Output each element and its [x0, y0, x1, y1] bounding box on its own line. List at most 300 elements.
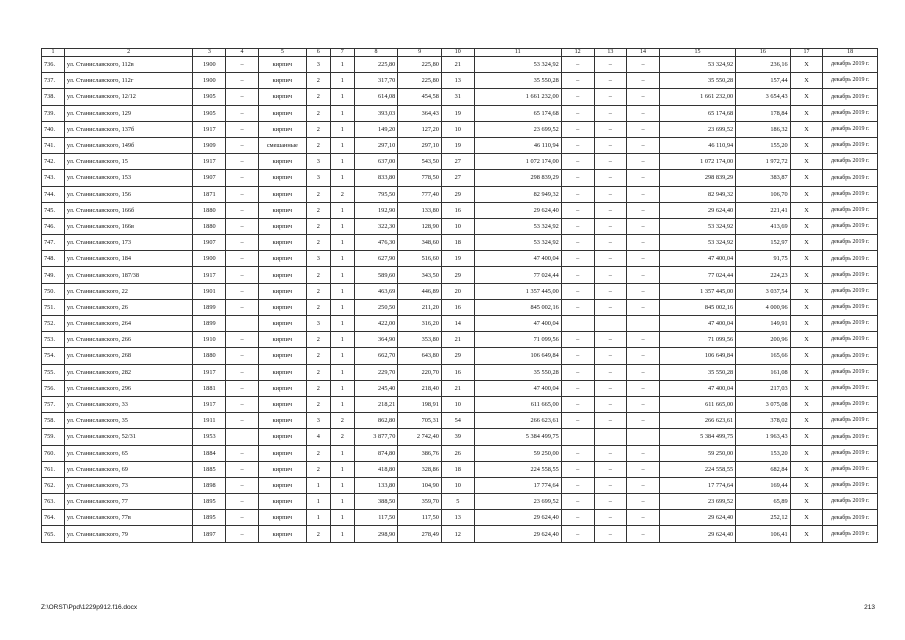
- year-cell: 1895: [193, 510, 226, 526]
- unit-cost-cell: 378,02: [736, 413, 790, 429]
- col13-cell: –: [594, 73, 627, 89]
- unit-cost-cell: 1 963,43: [736, 429, 790, 445]
- total-area-cell: 614,08: [354, 89, 398, 105]
- unit-cost-cell: 236,16: [736, 57, 790, 73]
- column-header-10: 10: [441, 49, 474, 57]
- material-cell: кирпич: [258, 105, 306, 121]
- floors-cell: 2: [306, 137, 330, 153]
- cost-cell: 29 624,40: [474, 526, 561, 542]
- col14-cell: –: [627, 186, 660, 202]
- entrances-cell: 1: [330, 154, 354, 170]
- material-cell: кирпич: [258, 510, 306, 526]
- deadline-cell: декабрь 2019 г.: [823, 186, 878, 202]
- total-area-cell: 833,80: [354, 170, 398, 186]
- row-number: 761.: [42, 461, 65, 477]
- total-area-cell: 149,20: [354, 121, 398, 137]
- residents-cell: 14: [441, 316, 474, 332]
- col13-cell: –: [594, 267, 627, 283]
- entrances-cell: 1: [330, 121, 354, 137]
- col12-cell: –: [561, 137, 594, 153]
- total-area-cell: 388,50: [354, 494, 398, 510]
- year-cell: 1880: [193, 218, 226, 234]
- floors-cell: 2: [306, 235, 330, 251]
- living-area-cell: 516,60: [398, 251, 442, 267]
- column-header-5: 5: [258, 49, 306, 57]
- total-cost-cell: 47 400,04: [659, 380, 735, 396]
- column-header-13: 13: [594, 49, 627, 57]
- col12-cell: –: [561, 283, 594, 299]
- col13-cell: –: [594, 380, 627, 396]
- col12-cell: –: [561, 57, 594, 73]
- residents-cell: 29: [441, 186, 474, 202]
- entrances-cell: 1: [330, 137, 354, 153]
- total-cost-cell: 23 699,52: [659, 121, 735, 137]
- col13-cell: –: [594, 396, 627, 412]
- row-number: 757.: [42, 396, 65, 412]
- col4-cell: –: [226, 380, 259, 396]
- deadline-cell: декабрь 2019 г.: [823, 461, 878, 477]
- cost-cell: 845 002,16: [474, 299, 561, 315]
- total-area-cell: 627,90: [354, 251, 398, 267]
- table-row: [42, 348, 878, 364]
- year-cell: 1907: [193, 170, 226, 186]
- row-number: 764.: [42, 510, 65, 526]
- deadline-cell: декабрь 2019 г.: [823, 57, 878, 73]
- deadline-cell: декабрь 2019 г.: [823, 299, 878, 315]
- col4-cell: –: [226, 154, 259, 170]
- residents-cell: 13: [441, 73, 474, 89]
- address-cell: ул. Станиславского, 173: [64, 235, 193, 251]
- col12-cell: –: [561, 348, 594, 364]
- col13-cell: –: [594, 348, 627, 364]
- floors-cell: 1: [306, 477, 330, 493]
- total-area-cell: 133,80: [354, 477, 398, 493]
- col14-cell: –: [627, 251, 660, 267]
- table-row: [42, 121, 878, 137]
- table-row: [42, 186, 878, 202]
- residents-cell: 29: [441, 348, 474, 364]
- col4-cell: –: [226, 57, 259, 73]
- deadline-cell: декабрь 2019 г.: [823, 170, 878, 186]
- total-area-cell: 322,30: [354, 218, 398, 234]
- col17-cell: Х: [790, 413, 823, 429]
- row-number: 755.: [42, 364, 65, 380]
- deadline-cell: декабрь 2019 г.: [823, 477, 878, 493]
- year-cell: 1917: [193, 267, 226, 283]
- col12-cell: –: [561, 202, 594, 218]
- floors-cell: 2: [306, 73, 330, 89]
- total-cost-cell: 1 357 445,00: [659, 283, 735, 299]
- table-row: [42, 283, 878, 299]
- deadline-cell: декабрь 2019 г.: [823, 348, 878, 364]
- cost-cell: 53 324,92: [474, 218, 561, 234]
- floors-cell: 2: [306, 364, 330, 380]
- table-row: [42, 526, 878, 542]
- col13-cell: –: [594, 494, 627, 510]
- living-area-cell: 104,90: [398, 477, 442, 493]
- col17-cell: Х: [790, 380, 823, 396]
- table-row: [42, 57, 878, 73]
- entrances-cell: 1: [330, 218, 354, 234]
- entrances-cell: 1: [330, 396, 354, 412]
- year-cell: 1881: [193, 380, 226, 396]
- living-area-cell: 446,89: [398, 283, 442, 299]
- col17-cell: Х: [790, 170, 823, 186]
- floors-cell: 2: [306, 202, 330, 218]
- row-number: 760.: [42, 445, 65, 461]
- residents-cell: 16: [441, 364, 474, 380]
- total-cost-cell: 59 250,00: [659, 445, 735, 461]
- col14-cell: –: [627, 283, 660, 299]
- total-area-cell: 3 877,70: [354, 429, 398, 445]
- living-area-cell: 198,91: [398, 396, 442, 412]
- total-area-cell: 117,50: [354, 510, 398, 526]
- deadline-cell: декабрь 2019 г.: [823, 526, 878, 542]
- residents-cell: 18: [441, 235, 474, 251]
- residents-cell: 5: [441, 494, 474, 510]
- col13-cell: –: [594, 218, 627, 234]
- residents-cell: 10: [441, 477, 474, 493]
- total-cost-cell: 53 324,92: [659, 235, 735, 251]
- col14-cell: –: [627, 235, 660, 251]
- year-cell: 1907: [193, 235, 226, 251]
- col13-cell: –: [594, 461, 627, 477]
- col12-cell: –: [561, 477, 594, 493]
- total-area-cell: 297,10: [354, 137, 398, 153]
- entrances-cell: 1: [330, 105, 354, 121]
- living-area-cell: 364,43: [398, 105, 442, 121]
- col13-cell: [594, 316, 627, 332]
- table-row: [42, 137, 878, 153]
- total-area-cell: 298,90: [354, 526, 398, 542]
- living-area-cell: 297,10: [398, 137, 442, 153]
- col14-cell: –: [627, 57, 660, 73]
- column-header-3: 3: [193, 49, 226, 57]
- column-header-1: 1: [42, 49, 65, 57]
- col4-cell: –: [226, 348, 259, 364]
- col14-cell: –: [627, 510, 660, 526]
- material-cell: кирпич: [258, 429, 306, 445]
- year-cell: 1901: [193, 283, 226, 299]
- total-area-cell: 393,03: [354, 105, 398, 121]
- residents-cell: 19: [441, 105, 474, 121]
- col17-cell: Х: [790, 299, 823, 315]
- col4-cell: –: [226, 251, 259, 267]
- col13-cell: –: [594, 105, 627, 121]
- col13-cell: –: [594, 251, 627, 267]
- col14-cell: –: [627, 332, 660, 348]
- floors-cell: 4: [306, 429, 330, 445]
- total-cost-cell: 47 400,04: [659, 251, 735, 267]
- living-area-cell: 454,58: [398, 89, 442, 105]
- entrances-cell: 2: [330, 429, 354, 445]
- address-cell: ул. Станиславского, 184: [64, 251, 193, 267]
- col13-cell: –: [594, 283, 627, 299]
- entrances-cell: 1: [330, 170, 354, 186]
- col14-cell: –: [627, 364, 660, 380]
- total-cost-cell: 53 324,92: [659, 218, 735, 234]
- col17-cell: Х: [790, 73, 823, 89]
- col12-cell: –: [561, 89, 594, 105]
- year-cell: 1917: [193, 364, 226, 380]
- year-cell: 1897: [193, 526, 226, 542]
- col17-cell: Х: [790, 283, 823, 299]
- col17-cell: Х: [790, 89, 823, 105]
- col17-cell: Х: [790, 218, 823, 234]
- floors-cell: 1: [306, 494, 330, 510]
- entrances-cell: 1: [330, 251, 354, 267]
- address-cell: ул. Станиславского, 73: [64, 477, 193, 493]
- residents-cell: 13: [441, 510, 474, 526]
- col13-cell: –: [594, 154, 627, 170]
- total-cost-cell: 1 072 174,00: [659, 154, 735, 170]
- col17-cell: Х: [790, 202, 823, 218]
- unit-cost-cell: 3 037,54: [736, 283, 790, 299]
- row-number: 765.: [42, 526, 65, 542]
- cost-cell: 29 624,40: [474, 202, 561, 218]
- total-cost-cell: 224 558,55: [659, 461, 735, 477]
- total-cost-cell: 29 624,40: [659, 202, 735, 218]
- entrances-cell: 1: [330, 73, 354, 89]
- material-cell: кирпич: [258, 396, 306, 412]
- residents-cell: 12: [441, 526, 474, 542]
- entrances-cell: 2: [330, 186, 354, 202]
- deadline-cell: декабрь 2019 г.: [823, 396, 878, 412]
- cost-cell: 29 624,40: [474, 510, 561, 526]
- living-area-cell: 543,50: [398, 154, 442, 170]
- col12-cell: –: [561, 154, 594, 170]
- material-cell: кирпич: [258, 477, 306, 493]
- entrances-cell: 1: [330, 461, 354, 477]
- unit-cost-cell: 153,20: [736, 445, 790, 461]
- unit-cost-cell: 682,84: [736, 461, 790, 477]
- address-cell: ул. Станиславского, 129: [64, 105, 193, 121]
- residents-cell: 18: [441, 461, 474, 477]
- deadline-cell: декабрь 2019 г.: [823, 364, 878, 380]
- total-cost-cell: 611 665,00: [659, 396, 735, 412]
- col12-cell: –: [561, 526, 594, 542]
- cost-cell: 1 661 232,00: [474, 89, 561, 105]
- col12-cell: –: [561, 413, 594, 429]
- floors-cell: 2: [306, 445, 330, 461]
- residents-cell: 19: [441, 251, 474, 267]
- col17-cell: Х: [790, 251, 823, 267]
- table-row: [42, 429, 878, 445]
- floors-cell: 2: [306, 380, 330, 396]
- table-row: [42, 332, 878, 348]
- column-header-18: 18: [823, 49, 878, 57]
- row-number: 739.: [42, 105, 65, 121]
- material-cell: кирпич: [258, 186, 306, 202]
- entrances-cell: 1: [330, 332, 354, 348]
- total-area-cell: 364,90: [354, 332, 398, 348]
- col12-cell: –: [561, 396, 594, 412]
- unit-cost-cell: 178,84: [736, 105, 790, 121]
- col14-cell: –: [627, 526, 660, 542]
- cost-cell: 23 699,52: [474, 121, 561, 137]
- row-number: 737.: [42, 73, 65, 89]
- row-number: 742.: [42, 154, 65, 170]
- material-cell: кирпич: [258, 154, 306, 170]
- year-cell: 1900: [193, 251, 226, 267]
- unit-cost-cell: 200,96: [736, 332, 790, 348]
- residents-cell: 21: [441, 380, 474, 396]
- cost-cell: 35 550,28: [474, 364, 561, 380]
- material-cell: кирпич: [258, 380, 306, 396]
- entrances-cell: 1: [330, 364, 354, 380]
- row-number: 744.: [42, 186, 65, 202]
- material-cell: кирпич: [258, 57, 306, 73]
- cost-cell: 82 949,32: [474, 186, 561, 202]
- row-number: 736.: [42, 57, 65, 73]
- year-cell: 1917: [193, 154, 226, 170]
- col17-cell: Х: [790, 526, 823, 542]
- row-number: 745.: [42, 202, 65, 218]
- residents-cell: 26: [441, 445, 474, 461]
- entrances-cell: 1: [330, 526, 354, 542]
- floors-cell: 2: [306, 283, 330, 299]
- col13-cell: –: [594, 445, 627, 461]
- floors-cell: 2: [306, 121, 330, 137]
- col17-cell: Х: [790, 461, 823, 477]
- deadline-cell: декабрь 2019 г.: [823, 202, 878, 218]
- living-area-cell: 133,80: [398, 202, 442, 218]
- total-area-cell: 422,00: [354, 316, 398, 332]
- floors-cell: 3: [306, 251, 330, 267]
- unit-cost-cell: 106,70: [736, 186, 790, 202]
- table-row: [42, 267, 878, 283]
- floors-cell: 2: [306, 396, 330, 412]
- total-area-cell: 418,80: [354, 461, 398, 477]
- living-area-cell: 777,40: [398, 186, 442, 202]
- address-cell: ул. Станиславского, 77: [64, 494, 193, 510]
- table-row: [42, 396, 878, 412]
- total-cost-cell: 82 949,32: [659, 186, 735, 202]
- material-cell: кирпич: [258, 494, 306, 510]
- address-cell: ул. Станиславского, 22: [64, 283, 193, 299]
- cost-cell: 35 550,28: [474, 73, 561, 89]
- residents-cell: 27: [441, 170, 474, 186]
- col14-cell: –: [627, 121, 660, 137]
- unit-cost-cell: 217,03: [736, 380, 790, 396]
- living-area-cell: 643,80: [398, 348, 442, 364]
- unit-cost-cell: 1 972,72: [736, 154, 790, 170]
- col12-cell: –: [561, 267, 594, 283]
- year-cell: 1884: [193, 445, 226, 461]
- col4-cell: –: [226, 218, 259, 234]
- floors-cell: 2: [306, 218, 330, 234]
- footer-file-path: Z:\ORST\Ppd\1229p912.f16.docx: [41, 604, 138, 611]
- residents-cell: 10: [441, 121, 474, 137]
- col4-cell: –: [226, 332, 259, 348]
- total-area-cell: 476,30: [354, 235, 398, 251]
- deadline-cell: декабрь 2019 г.: [823, 73, 878, 89]
- total-area-cell: 225,80: [354, 57, 398, 73]
- col4-cell: –: [226, 283, 259, 299]
- col13-cell: –: [594, 57, 627, 73]
- total-cost-cell: 77 024,44: [659, 267, 735, 283]
- cost-cell: 5 384 499,75: [474, 429, 561, 445]
- material-cell: кирпич: [258, 73, 306, 89]
- address-cell: ул. Станиславского, 79: [64, 526, 193, 542]
- col14-cell: –: [627, 202, 660, 218]
- deadline-cell: декабрь 2019 г.: [823, 316, 878, 332]
- col4-cell: –: [226, 413, 259, 429]
- address-cell: ул. Станиславского, 69: [64, 461, 193, 477]
- row-number: 750.: [42, 283, 65, 299]
- row-number: 753.: [42, 332, 65, 348]
- address-cell: ул. Станиславского, 26: [64, 299, 193, 315]
- residents-cell: 10: [441, 396, 474, 412]
- material-cell: кирпич: [258, 267, 306, 283]
- col17-cell: Х: [790, 396, 823, 412]
- col4-cell: –: [226, 235, 259, 251]
- row-number: 748.: [42, 251, 65, 267]
- col4-cell: [226, 316, 259, 332]
- col4-cell: [226, 429, 259, 445]
- total-cost-cell: 266 623,61: [659, 413, 735, 429]
- total-cost-cell: 23 699,52: [659, 494, 735, 510]
- unit-cost-cell: 4 000,96: [736, 299, 790, 315]
- cost-cell: 46 110,94: [474, 137, 561, 153]
- material-cell: кирпич: [258, 170, 306, 186]
- table-row: [42, 413, 878, 429]
- col14-cell: –: [627, 105, 660, 121]
- address-cell: ул. Станиславского, 112г: [64, 73, 193, 89]
- cost-cell: 298 839,29: [474, 170, 561, 186]
- residents-cell: 21: [441, 57, 474, 73]
- col17-cell: Х: [790, 105, 823, 121]
- deadline-cell: декабрь 2019 г.: [823, 121, 878, 137]
- col4-cell: –: [226, 364, 259, 380]
- total-area-cell: 317,70: [354, 73, 398, 89]
- residents-cell: 16: [441, 299, 474, 315]
- col12-cell: –: [561, 364, 594, 380]
- unit-cost-cell: 155,20: [736, 137, 790, 153]
- entrances-cell: 1: [330, 299, 354, 315]
- row-number: 743.: [42, 170, 65, 186]
- residents-cell: 54: [441, 413, 474, 429]
- material-cell: кирпич: [258, 202, 306, 218]
- year-cell: 1871: [193, 186, 226, 202]
- deadline-cell: декабрь 2019 г.: [823, 251, 878, 267]
- col14-cell: –: [627, 461, 660, 477]
- row-number: 762.: [42, 477, 65, 493]
- material-cell: кирпич: [258, 218, 306, 234]
- col12-cell: –: [561, 121, 594, 137]
- table-row: [42, 316, 878, 332]
- table-row: [42, 299, 878, 315]
- column-header-7: 7: [330, 49, 354, 57]
- total-cost-cell: 29 624,40: [659, 526, 735, 542]
- cost-cell: 71 099,56: [474, 332, 561, 348]
- col13-cell: –: [594, 170, 627, 186]
- table-row: [42, 494, 878, 510]
- col13-cell: –: [594, 137, 627, 153]
- cost-cell: 65 174,68: [474, 105, 561, 121]
- living-area-cell: 778,50: [398, 170, 442, 186]
- year-cell: 1905: [193, 105, 226, 121]
- column-number-row: [42, 49, 878, 57]
- col12-cell: –: [561, 461, 594, 477]
- material-cell: кирпич: [258, 235, 306, 251]
- year-cell: 1910: [193, 332, 226, 348]
- col14-cell: –: [627, 73, 660, 89]
- total-cost-cell: 29 624,40: [659, 510, 735, 526]
- material-cell: кирпич: [258, 348, 306, 364]
- row-number: 758.: [42, 413, 65, 429]
- cost-cell: 47 400,04: [474, 380, 561, 396]
